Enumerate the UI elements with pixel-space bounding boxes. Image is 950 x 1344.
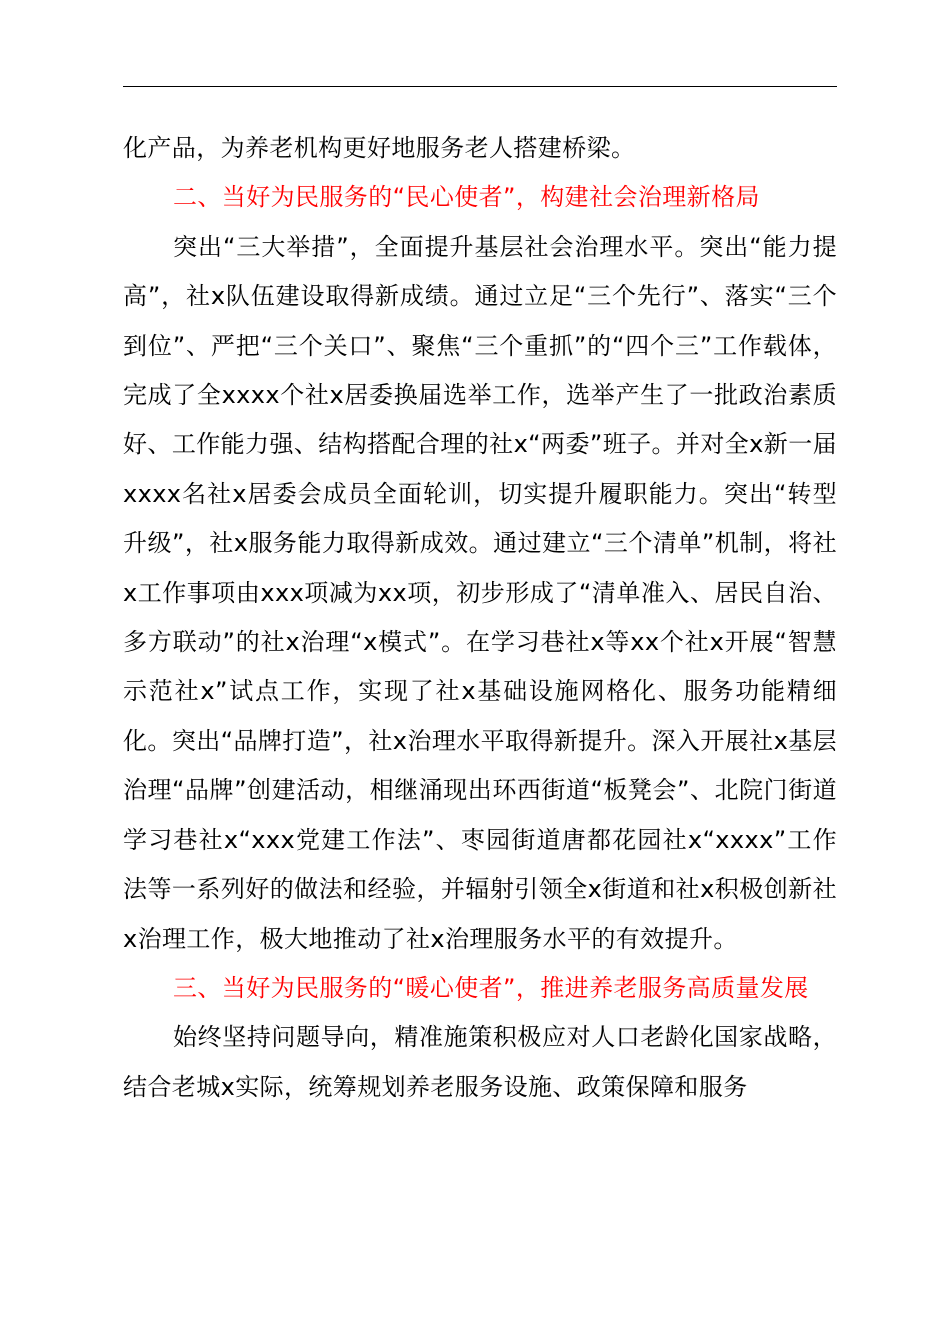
header-rule [123, 86, 837, 87]
paragraph-elderly-care: 始终坚持问题导向，精准施策积极应对人口老龄化国家战略，结合老城x实际，统筹规划养老服务设施、政策保障和服务 [123, 1023, 837, 1101]
paragraph-social-governance: 突出“三大举措”，全面提升基层社会治理水平。突出“能力提高”，社x队伍建设取得新成绩。通过立足“三个先行”、落实“三个到位”、严把“三个关口”、聚焦“三个重抓”的“四个三”工作载体，完成了全xxxx个社x居委换届选举工作，选举产生了一批政治素质好、工作能力强、结构搭配合理的社x“两委”班子。并对全x新一届xxxx名社x居委会成员全面轮训，切实提升履职能力。突出“转型升级”，社x服务能力取得新成效。通过建立“三个清单”机制，将社x工作事项由xxx项减为xx项，初步形成了“清单准入、居民自治、多方联动”的社x治理“x模式”。在学习巷社x等xx个社x开展“智慧示范社x”试点工作，实现了社x基础设施网格化、服务功能精细化。突出“品牌打造”，社x治理水平取得新提升。深入开展社x基层治理“品牌”创建活动，相继涌现出环西街道“板凳会”、北院门街道学习巷社x“xxx党建工作法”、枣园街道唐都花园社x“xxxx”工作法等一系列好的做法和经验，并辐射引领全x街道和社x积极创新社x治理工作，极大地推动了社x治理服务水平的有效提升。 [123, 232, 837, 953]
section-heading-2: 二、当好为民服务的“民心使者”，构建社会治理新格局 [173, 183, 760, 212]
section-heading-3: 三、当好为民服务的“暖心使者”，推进养老服务高质量发展 [173, 973, 809, 1002]
paragraph-continuation: 化产品，为养老机构更好地服务老人搭建桥梁。 [123, 134, 636, 162]
document-body [123, 124, 837, 1112]
